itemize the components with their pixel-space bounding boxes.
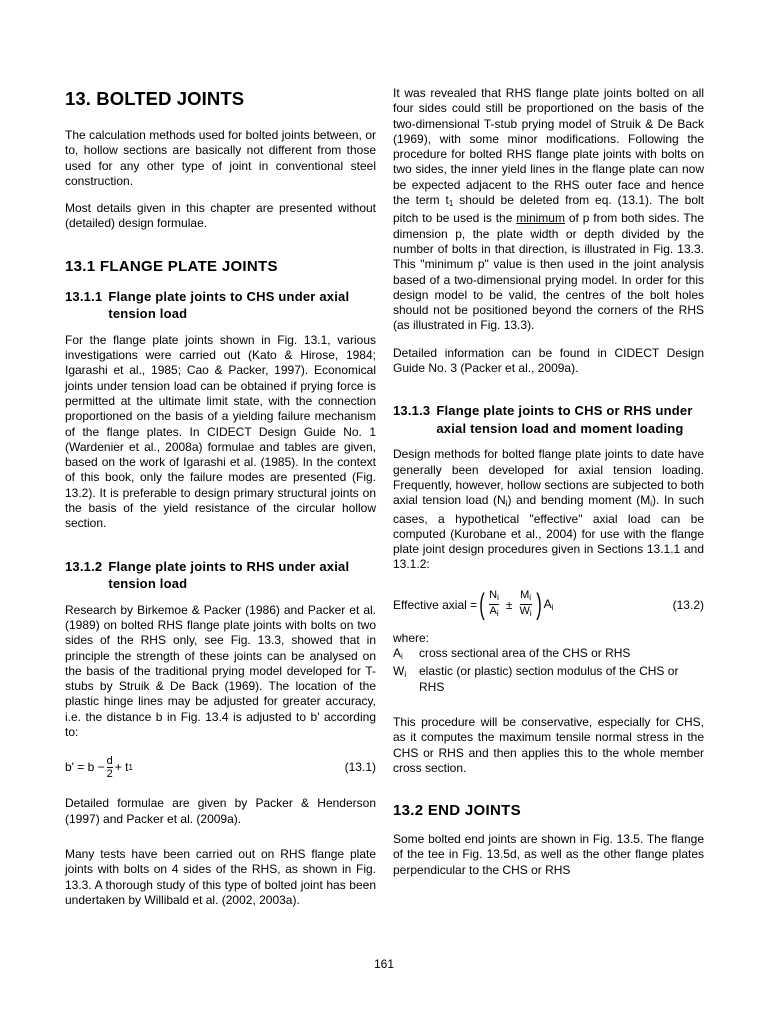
right-paragraph-2: Detailed information can be found in CIDECT Design Guide No. 3 (Packer et al., 2009a). <box>393 345 704 376</box>
subsection-number: 13.1.1 <box>65 288 103 304</box>
equation-expression: Effective axial = ( $\frac{N_i}{A_i}$ ± $\frac{M_i}{W_i}$ ) $A_i$ <box>393 587 554 621</box>
subsection-number: 13.1.2 <box>65 558 103 574</box>
equation-13-1 <box>65 750 376 784</box>
subsection-13-1-3-paragraph-2: This procedure will be conservative, especially for CHS, as it computes the maximum tensile normal stress in the CHS or RHS and then applies this to the whole member cross section. <box>393 714 704 775</box>
left-column <box>65 86 376 908</box>
chapter-title: 13. BOLTED JOINTS <box>65 88 245 109</box>
subsection-13-1-3-heading <box>393 402 704 437</box>
subsection-title: Flange plate joints to RHS under axial tension load <box>108 558 350 592</box>
equation-13-2 <box>393 585 704 625</box>
equation-fraction: $\frac{d}{2}$ <box>106 754 113 780</box>
subsection-number: 13.1.3 <box>393 403 431 419</box>
equation-expression: b' = b − $\frac{d}{2}$ + t 1 <box>65 754 133 780</box>
subsection-13-1-2-paragraph-3: Many tests have been carried out on RHS flange plate joints with bolts on 4 sides of the RHS, as shown in Fig. 13.3. A thorough study of this type of bolted joint has been undertaken by Willibald et al. (2002, 2003a). <box>65 846 376 907</box>
intro-paragraph-2: Most details given in this chapter are presented without (detailed) design formulae. <box>65 201 376 231</box>
subsection-13-1-2-heading <box>65 558 376 593</box>
subsection-13-1-2-paragraph-2: Detailed formulae are given by Packer & Henderson (1997) and Packer et al. (2009a). <box>65 796 376 826</box>
equation-number: (13.1) <box>344 760 376 775</box>
definition-section-modulus: $W_i$ elastic (or plastic) section modulus of the CHS or RHS <box>393 664 679 694</box>
where-label: where: <box>393 630 430 645</box>
subsection-13-1-1-heading <box>65 288 376 323</box>
right-paragraph-1: It was revealed that RHS flange plate joints bolted on all four sides could still be proportioned on the basis of the two-dimensional T-stub prying model of Struik & De Back (1969), with some minor modifications. Following the procedure for bolted RHS flange plate joints with bolts on two sides, the inner yield lines in the flange plate can now be expected adjacent to the RHS outer face and hence the term $t_1$ should be deleted from eq. (13.1). The bolt pitch to be used is the minimum of p from both sides. The dimension p, the plate width or depth divided by the number of bolts in that direction, is illustrated in Fig. 13.3. This "minimum p" value is then used in the joint analysis based of a two-dimensional prying model. In order for this design model to be valid, the centres of the bolt holes should not be positioned beyond the corners of the RHS (as illustrated in Fig. 13.3). <box>393 86 704 333</box>
right-column <box>393 86 704 878</box>
subsection-13-1-2-paragraph-1: Research by Birkemoe & Packer (1986) and Packer et al. (1989) on bolted RHS flange plate joints with bolts on two sides of the RHS only, see Fig. 13.3, showed that in principle the strength of these joints can be analysed on the basis of the traditional prying model developed for T-stubs by Struik & De Back (1969). The location of the plastic hinge lines may be adjusted for greater accuracy, i.e. the distance b in Fig. 13.4 is adjusted to b' according to: <box>65 602 376 740</box>
definition-area: $A_i$ cross sectional area of the CHS or RHS <box>393 646 631 662</box>
subsection-13-1-1-paragraph: For the flange plate joints shown in Fig. 13.1, various investigations were carried out (Kato & Hirose, 1984; Igarashi et al., 1985; Cao & Packer, 1997). Economical joints under tension load can be obtained if prying force is permitted at the ultimate limit state, with the connection proportioned on the basis of a yielding failure mechanism of the flange plates. In CIDECT Design Guide No. 1 (Wardenier et al., 2008a) formulae and tables are given, based on the work of Igarashi et al. (1985). In the context of this book, only the failure modes are presented (Fig. 13.2). It is preferable to design primary structural joints on the basis of the yield resistance of the circular hollow section. <box>65 332 376 531</box>
section-13-2-heading: 13.2 END JOINTS <box>393 802 521 820</box>
section-13-2-paragraph: Some bolted end joints are shown in Fig. 13.5. The flange of the tee in Fig. 13.5d, as well as the other flange plates perpendicular to the CHS or RHS <box>393 832 704 877</box>
subsection-title: Flange plate joints to CHS under axial tension load <box>108 288 350 322</box>
equation-fraction-m-over-w: $\frac{M_i}{W_i}$ <box>519 589 532 619</box>
subsection-13-1-3-paragraph-1: Design methods for bolted flange plate joints to date have generally been developed for axial tension loading. Frequently, however, hollow sections are subjected to both axial tension load $(N_i)$ and bending moment $(M_i)$. In such cases, a hypothetical "effective" axial load can be computed (Kurobane et al., 2004) for use with the flange plate joint design procedures given in Sections 13.1.1 and 13.1.2: <box>393 447 705 572</box>
equation-number: (13.2) <box>672 597 704 612</box>
page-number: 161 <box>373 957 395 971</box>
section-13-1-heading: 13.1 FLANGE PLATE JOINTS <box>65 257 278 275</box>
intro-paragraph-1: The calculation methods used for bolted joints between, or to, hollow sections are basically not different from those used for any other type of joint in conventional steel construction. <box>65 128 376 188</box>
subsection-title: Flange plate joints to CHS or RHS under axial tension load and moment loading <box>436 403 693 436</box>
equation-fraction-n-over-a: $\frac{N_i}{A_i}$ <box>489 589 499 619</box>
